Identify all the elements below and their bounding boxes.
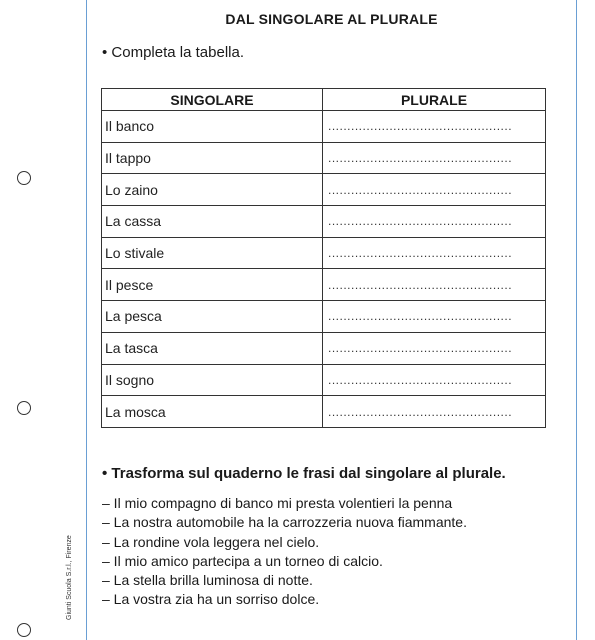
singular-cell: Il banco (102, 111, 323, 143)
sentence-list (102, 494, 467, 610)
header-plural: PLURALE (323, 89, 546, 111)
list-item: – La nostra automobile ha la carrozzeria nuova fiammante. (102, 514, 467, 531)
table-row (102, 269, 546, 301)
singular-cell: La tasca (102, 332, 323, 364)
list-item: – La stella brilla luminosa di notte. (102, 572, 313, 589)
table-row (102, 206, 546, 238)
table-row (102, 111, 546, 143)
table-row (102, 142, 546, 174)
plural-answer-field[interactable]: ................................................ (323, 142, 546, 174)
instruction-complete-table: • Completa la tabella. (102, 44, 244, 61)
singular-cell: La mosca (102, 396, 323, 428)
header-singular: SINGOLARE (102, 89, 323, 111)
table-header-row (102, 89, 546, 111)
plural-answer-field[interactable]: ................................................ (323, 206, 546, 238)
table-row (102, 237, 546, 269)
plural-answer-field[interactable]: ................................................ (323, 301, 546, 333)
plural-answer-field[interactable]: ................................................ (323, 332, 546, 364)
page-title: DAL SINGOLARE AL PLURALE (225, 11, 438, 27)
table-row (102, 301, 546, 333)
singular-cell: La cassa (102, 206, 323, 238)
list-item: – La rondine vola leggera nel cielo. (102, 533, 320, 550)
singular-plural-table (101, 88, 546, 428)
singular-cell: Il sogno (102, 364, 323, 396)
table-row (102, 332, 546, 364)
binder-hole-middle (17, 401, 31, 415)
list-item: – Il mio compagno di banco mi presta volentieri la penna (102, 495, 453, 511)
plural-answer-field[interactable]: ................................................ (323, 111, 546, 143)
list-item: – La vostra zia ha un sorriso dolce. (102, 591, 320, 608)
singular-cell: Lo zaino (102, 174, 323, 206)
singular-cell: Il tappo (102, 142, 323, 174)
binder-hole-top (17, 171, 31, 185)
list-item: – Il mio amico partecipa a un torneo di calcio. (102, 552, 383, 569)
plural-answer-field[interactable]: ................................................ (323, 269, 546, 301)
table-row (102, 174, 546, 206)
plural-answer-field[interactable]: ................................................ (323, 396, 546, 428)
plural-answer-field[interactable]: ................................................ (323, 237, 546, 269)
singular-cell: La pesca (102, 301, 323, 333)
binder-hole-bottom (17, 623, 31, 637)
table-row (102, 364, 546, 396)
plural-answer-field[interactable]: ................................................ (323, 174, 546, 206)
singular-cell: Il pesce (102, 269, 323, 301)
publisher-credit: Giunti Scuola S.r.l., Firenze (66, 535, 73, 620)
singular-cell: Lo stivale (102, 237, 323, 269)
table-row (102, 396, 546, 428)
plural-answer-field[interactable]: ................................................ (323, 364, 546, 396)
instruction-transform-sentences: • Trasforma sul quaderno le frasi dal singolare al plurale. (102, 465, 506, 482)
